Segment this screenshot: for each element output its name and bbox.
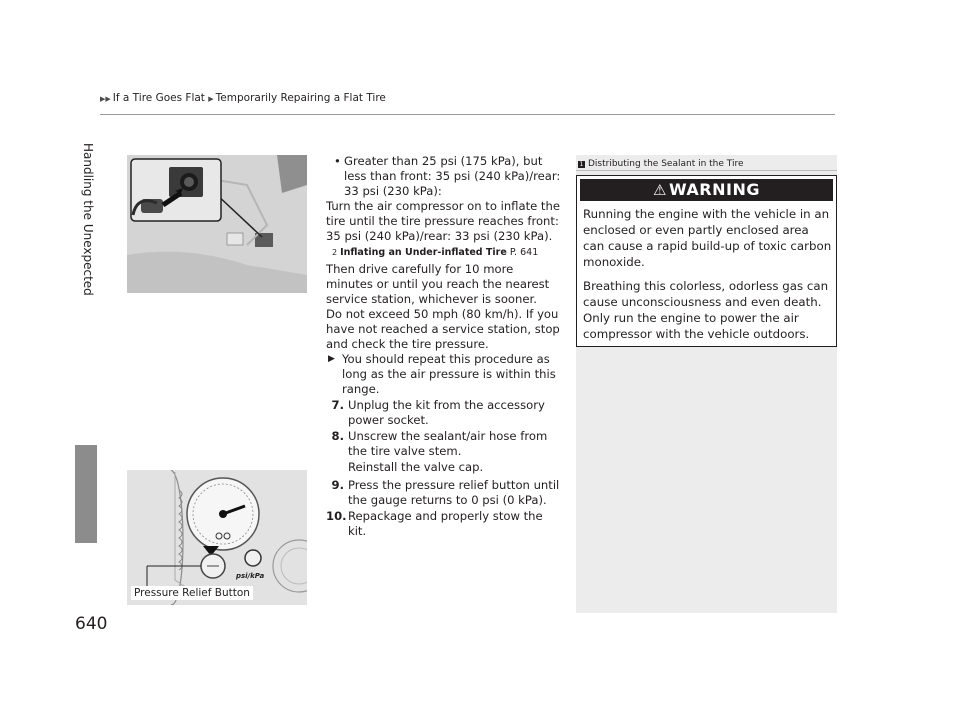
list-item	[326, 154, 562, 199]
warning-box	[576, 175, 837, 347]
cross-reference-link[interactable]	[326, 245, 562, 260]
step-text: Reinstall the valve cap.	[348, 460, 484, 474]
breadcrumb-item-flat-tire[interactable]: If a Tire Goes Flat	[112, 92, 205, 104]
step-number: 9.	[331, 478, 344, 492]
header-divider	[100, 114, 835, 115]
breadcrumb-arrow-icon: ▶	[208, 95, 214, 103]
step-text: Unscrew the sealant/air hose from the tire valve stem.	[348, 429, 548, 458]
cross-reference-page: P. 641	[509, 247, 539, 258]
breadcrumb-item-temp-repair[interactable]: Temporarily Repairing a Flat Tire	[215, 92, 386, 104]
procedure-body	[326, 154, 562, 539]
inflate-instruction: Turn the air compressor on to inflate the tire until the tire pressure reaches front: 35 psi (240 kPa)/rear: 33 psi (230 kPa).	[326, 199, 560, 243]
step-item	[326, 460, 562, 475]
pressure-range-bullet: Greater than 25 psi (175 kPa), but less than front: 35 psi (240 kPa)/rear: 33 psi (230 kPa):	[344, 154, 561, 198]
step-text: Press the pressure relief button until the gauge returns to 0 psi (0 kPa).	[348, 478, 560, 507]
pressure-gauge-photo	[127, 470, 307, 605]
warning-paragraph: Running the engine with the vehicle in an enclosed or even partly enclosed area can cause a rapid build-up of toxic carbon monoxide.	[583, 207, 832, 269]
accessory-socket-photo	[127, 155, 307, 293]
bullet-icon: •	[334, 154, 341, 168]
step-item	[326, 478, 562, 508]
page-number: 640	[75, 614, 108, 634]
chapter-side-tab[interactable]: Handling the Unexpected	[81, 143, 95, 296]
accessory-socket-illustration	[127, 155, 307, 293]
sidebar-title	[578, 159, 744, 169]
breadcrumb-arrow-icon: ▶▶	[100, 95, 111, 103]
step-text: Unplug the kit from the accessory power socket.	[348, 398, 545, 427]
step-number	[326, 460, 348, 475]
drive-instruction: Then drive carefully for 10 more minutes or until you reach the nearest service station, whichever is sooner.	[326, 262, 550, 306]
speed-instruction: Do not exceed 50 mph (80 km/h). If you have not reached a service station, stop and check the tire pressure.	[326, 307, 560, 351]
sidebar-title-text: Distributing the Sealant in the Tire	[588, 159, 744, 169]
note-marker-icon: 1	[579, 161, 584, 168]
cross-reference-title: Inflating an Under-inflated Tire	[340, 247, 507, 258]
chapter-marker-bar	[75, 445, 97, 543]
warning-label: WARNING	[668, 180, 760, 199]
breadcrumb	[100, 92, 386, 104]
warning-header	[580, 179, 833, 201]
step-text: Repackage and properly stow the kit.	[348, 509, 543, 538]
step-number: 7.	[331, 398, 344, 412]
sub-note	[326, 352, 562, 397]
step-number: 10.	[326, 509, 347, 523]
pressure-relief-button-callout: Pressure Relief Button	[131, 586, 253, 600]
sub-note-text: You should repeat this procedure as long as the air pressure is within this range.	[342, 352, 556, 396]
pressure-gauge-illustration	[127, 470, 307, 605]
step-item	[326, 398, 562, 428]
reference-arrow-icon: 2	[332, 248, 338, 257]
sub-note-arrow-icon: ▶	[328, 354, 335, 364]
warning-paragraph: Breathing this colorless, odorless gas can cause unconsciousness and even death. Only run the engine to power the air compressor with the vehicle outdoors.	[583, 279, 829, 341]
step-item	[326, 509, 562, 539]
gauge-unit-label: psi/kPa	[236, 572, 265, 580]
step-number: 8.	[331, 429, 344, 443]
step-item	[326, 429, 562, 459]
warning-text	[583, 206, 833, 350]
sidebar-divider	[576, 170, 837, 171]
warning-triangle-icon: ⚠	[653, 181, 667, 199]
